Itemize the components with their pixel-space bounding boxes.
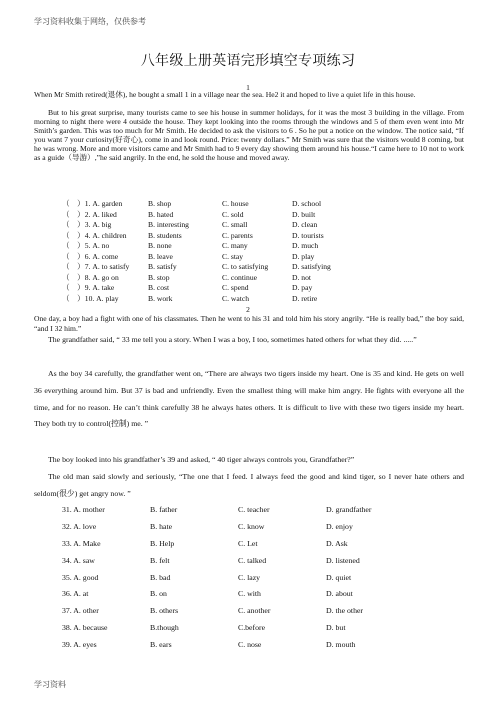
section-1-paragraph-1: When Mr Smith retired(退休), he bought a small 1 in a village near the sea. He2 it and hoped to live a quiet life in this house. (34, 90, 416, 99)
section-2-paragraph-2: The grandfather said, “ 33 me tell you a story. When I was a boy, I too, sometimes hated others for what they did. .....” (48, 335, 417, 344)
option-c: C.before (238, 623, 266, 633)
question-row (62, 294, 402, 305)
question-row (62, 570, 442, 587)
option-b: B. bad (150, 572, 171, 582)
question-row (62, 199, 402, 210)
question-stem: （ ）2. A. liked (62, 209, 117, 219)
section-2-options (62, 502, 442, 654)
option-b: B. shop (148, 199, 172, 208)
option-d: D. pay (292, 283, 313, 292)
question-row (62, 603, 442, 620)
option-d: D. Ask (326, 538, 348, 548)
question-stem: （ ）9. A. take (62, 283, 115, 292)
option-d: D. listened (326, 555, 360, 565)
option-d: D. retire (292, 293, 318, 303)
option-d: D. mouth (326, 640, 356, 650)
question-row (62, 273, 402, 284)
question-row (62, 231, 402, 242)
option-d: D. but (326, 623, 346, 633)
option-b: B. work (148, 293, 173, 303)
option-b: B. ears (150, 640, 172, 650)
question-stem: 34. A. saw (62, 555, 95, 565)
option-c: C. continue (222, 272, 258, 282)
option-d: D. play (292, 251, 315, 261)
question-row (62, 210, 402, 221)
question-row (62, 502, 442, 519)
question-row (62, 637, 442, 654)
option-c: C. talked (238, 555, 267, 565)
question-row (62, 220, 402, 231)
question-stem: 35. A. good (62, 572, 99, 582)
question-stem: 32. A. love (62, 521, 97, 531)
option-d: D. quiet (326, 572, 352, 582)
option-b: B. leave (148, 251, 173, 261)
option-c: C. parents (222, 230, 253, 240)
question-stem: （ ）7. A. to satisfy (62, 262, 130, 271)
question-stem: （ ）8. A. go on (62, 272, 119, 282)
option-b: B. on (150, 589, 167, 599)
question-stem: 37. A. other (62, 606, 99, 616)
option-d: D. much (292, 241, 319, 250)
option-c: C. stay (222, 251, 244, 261)
question-stem: （ ）4. A. children (62, 230, 127, 240)
question-row (62, 262, 402, 273)
option-b: B. others (150, 606, 179, 616)
footer-note: 学习资料 (34, 680, 66, 689)
section-1-options (62, 199, 402, 304)
question-stem: （ ）5. A. no (62, 241, 110, 250)
question-row (62, 241, 402, 252)
option-c: C. another (238, 606, 271, 616)
option-d: D. tourists (292, 230, 324, 240)
section-1-paragraph-2: But to his great surprise, many tourists came to see his house in summer holidays, for it was the most 3 building in the village. From morning to night there were 4 outside the house. They kept looking into the rooms through the windows and 5 of them even went into Mr Smith’s garden. This was too much for Mr Smith. He decided to ask the visitors to 6 . So he put a notice on the window. The notice said, “If you want 7 your curiosity(好奇心), come in and look round. Price: twenty dollars.” Mr Smith was sure that the visitors would 8 coming, but he was wrong. More and more visitors came and Mr Smith had to 9 every day showing them around his house.“I came here to 10 not to work as a guide（导游）,”he said angrily. In the end, he sold the house and moved away. (34, 108, 465, 162)
page-title: 八年级上册英语完形填空专项练习 (140, 53, 356, 69)
option-c: C. teacher (238, 505, 270, 514)
question-stem: 31. A. mother (62, 505, 105, 514)
option-c: C. spend (222, 283, 249, 292)
option-d: D. clean (292, 220, 318, 229)
question-stem: 38. A. because (62, 623, 108, 633)
question-row (62, 519, 442, 536)
section-2-paragraph-4: The boy looked into his grandfather’s 39 and asked, “ 40 tiger always controls you, Grandfather?” (48, 455, 355, 464)
option-d: D. school (292, 199, 322, 208)
section-2-paragraph-1: One day, a boy had a fight with one of his classmates. Then he went to his 31 and told him his story angrily. “He is really bad,” the boy said, “and I 32 him.” (34, 314, 464, 333)
option-d: D. built (292, 209, 316, 219)
option-b: B. cost (148, 283, 170, 292)
option-b: B. satisfy (148, 262, 177, 271)
option-c: C. nose (238, 640, 262, 650)
option-d: D. not (292, 272, 311, 282)
question-stem: （ ）1. A. garden (62, 199, 123, 208)
option-b: B. felt (150, 555, 170, 565)
question-stem: 39. A. eyes (62, 640, 97, 650)
section-2-number: 2 (246, 305, 250, 314)
option-b: B. father (150, 505, 178, 514)
option-d: D. about (326, 589, 353, 599)
option-b: B. hated (148, 209, 174, 219)
section-2-paragraph-3: As the boy 34 carefully, the grandfather went on, “There are always two tigers inside my heart. One is 35 and kind. He gets on well 36 everything around him. But 37 is bad and unfriendly. Even the smallest thing will make him angry. He fights with everyone all the time, and for no reason. He can’t think carefully 38 he always hates others. It is difficult to live with these two tigers inside my heart. They both try to control(控制) me. ” (34, 369, 464, 429)
section-1-number: 1 (246, 83, 250, 92)
option-b: B. students (148, 230, 182, 240)
option-c: C. sold (222, 209, 244, 219)
option-b: B. stop (148, 272, 170, 282)
question-row (62, 586, 442, 603)
option-c: C. know (238, 521, 265, 531)
question-row (62, 283, 402, 294)
option-c: C. Let (238, 538, 258, 548)
option-b: B. none (148, 241, 172, 250)
section-2-paragraph-5: The old man said slowly and seriously, “The one that I feed. I always feed the good and kind tiger, so I never hate others and seldom(很少) get angry now. ” (34, 472, 464, 498)
question-row (62, 553, 442, 570)
option-c: C. many (222, 241, 248, 250)
option-d: D. enjoy (326, 521, 353, 531)
option-c: C. with (238, 589, 261, 599)
option-d: D. the other (326, 606, 364, 616)
question-stem: （ ）10. A. play (62, 293, 119, 303)
question-stem: （ ）6. A. come (62, 251, 119, 261)
option-c: C. house (222, 199, 249, 208)
question-stem: （ ）3. A. big (62, 220, 112, 229)
question-stem: 33. A. Make (62, 538, 101, 548)
option-c: C. to satisfying (222, 262, 269, 271)
option-b: B. interesting (148, 220, 189, 229)
option-b: B. hate (150, 521, 173, 531)
question-stem: 36. A. at (62, 589, 89, 599)
question-row (62, 620, 442, 637)
option-d: D. grandfather (326, 505, 372, 514)
option-c: C. watch (222, 293, 249, 303)
option-d: D. satisfying (292, 262, 331, 271)
question-row (62, 252, 402, 263)
option-c: C. small (222, 220, 248, 229)
option-c: C. lazy (238, 572, 261, 582)
header-note: 学习资料收集于网络，仅供参考 (34, 17, 146, 26)
question-row (62, 536, 442, 553)
option-b: B.though (150, 623, 179, 633)
option-b: B. Help (150, 538, 175, 548)
